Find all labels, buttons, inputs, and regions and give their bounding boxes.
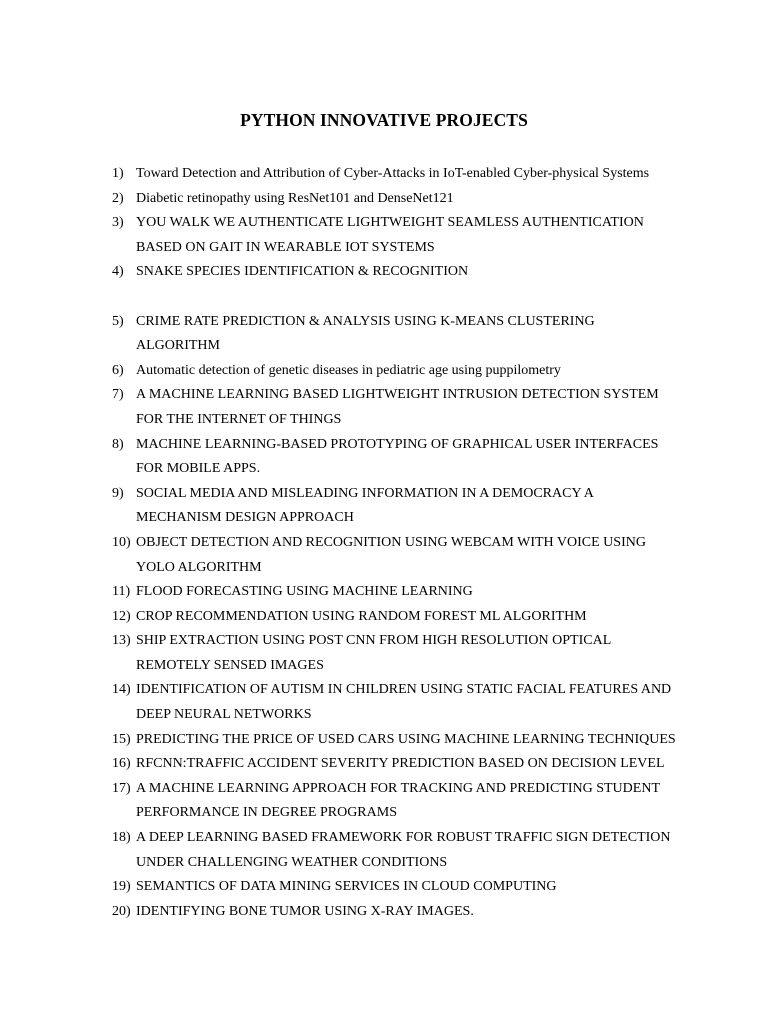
item-number: 20) <box>112 903 131 919</box>
item-text: SEMANTICS OF DATA MINING SERVICES IN CLOUD COMPUTING <box>136 879 557 895</box>
list-item <box>112 162 712 187</box>
list-item <box>112 482 712 531</box>
list-item <box>112 211 712 260</box>
list-item <box>112 777 712 826</box>
list-item <box>112 900 712 925</box>
item-text: SOCIAL MEDIA AND MISLEADING INFORMATION IN A DEMOCRACY A MECHANISM DESIGN APPROACH <box>136 485 594 526</box>
item-number: 6) <box>112 362 124 378</box>
item-text: RFCNN:TRAFFIC ACCIDENT SEVERITY PREDICTION BASED ON DECISION LEVEL <box>136 756 665 772</box>
list-item <box>112 187 712 212</box>
item-number: 8) <box>112 436 124 452</box>
item-number: 9) <box>112 485 124 501</box>
item-text: MACHINE LEARNING-BASED PROTOTYPING OF GRAPHICAL USER INTERFACES FOR MOBILE APPS. <box>136 436 659 477</box>
project-list <box>112 162 712 924</box>
item-text: YOU WALK WE AUTHENTICATE LIGHTWEIGHT SEAMLESS AUTHENTICATION BASED ON GAIT IN WEARABLE IOT SYSTEMS <box>136 215 644 255</box>
list-item <box>112 629 712 678</box>
item-number: 11) <box>112 584 131 600</box>
item-number: 10) <box>112 534 131 550</box>
list-item <box>112 728 712 753</box>
item-number: 12) <box>112 608 131 624</box>
item-text: CRIME RATE PREDICTION & ANALYSIS USING K-MEANS CLUSTERING ALGORITHM <box>136 313 595 354</box>
item-number: 16) <box>112 756 131 772</box>
item-text: A MACHINE LEARNING APPROACH FOR TRACKING AND PREDICTING STUDENT PERFORMANCE IN DEGREE PROGRAMS <box>136 780 660 821</box>
list-item <box>112 580 712 605</box>
item-number: 7) <box>112 387 124 403</box>
item-text: SHIP EXTRACTION USING POST CNN FROM HIGH RESOLUTION OPTICAL REMOTELY SENSED IMAGES <box>136 633 612 673</box>
item-text: Toward Detection and Attribution of Cyber-Attacks in IoT-enabled Cyber-physical Systems <box>136 166 650 181</box>
item-text: A MACHINE LEARNING BASED LIGHTWEIGHT INTRUSION DETECTION SYSTEM FOR THE INTERNET OF THINGS <box>136 387 659 427</box>
item-text: SNAKE SPECIES IDENTIFICATION & RECOGNITION <box>136 264 469 280</box>
item-number: 13) <box>112 633 131 649</box>
item-number: 17) <box>112 780 131 796</box>
item-number: 5) <box>112 313 124 329</box>
item-number: 19) <box>112 879 131 895</box>
item-number: 14) <box>112 682 131 698</box>
item-number: 1) <box>112 166 124 181</box>
list-item <box>112 826 712 875</box>
item-text: CROP RECOMMENDATION USING RANDOM FOREST ML ALGORITHM <box>136 608 587 624</box>
item-text: IDENTIFICATION OF AUTISM IN CHILDREN USING STATIC FACIAL FEATURES AND DEEP NEURAL NETWORKS <box>136 682 672 723</box>
item-text: FLOOD FORECASTING USING MACHINE LEARNING <box>136 584 473 600</box>
list-item <box>112 310 712 359</box>
item-text: IDENTIFYING BONE TUMOR USING X-RAY IMAGES. <box>136 903 474 919</box>
list-item <box>112 433 712 482</box>
item-text: Diabetic retinopathy using ResNet101 and DenseNet121 <box>136 190 454 206</box>
item-number: 3) <box>112 215 124 231</box>
item-text: A DEEP LEARNING BASED FRAMEWORK FOR ROBUST TRAFFIC SIGN DETECTION UNDER CHALLENGING WEATHER CONDITIONS <box>136 830 671 870</box>
list-item <box>112 605 712 630</box>
list-item <box>112 359 712 384</box>
list-item <box>112 875 712 900</box>
item-number: 15) <box>112 731 131 747</box>
list-item <box>112 678 712 727</box>
list-item <box>112 383 712 432</box>
list-item <box>112 531 712 580</box>
item-number: 4) <box>112 264 124 280</box>
item-text: Automatic detection of genetic diseases in pediatric age using puppilometry <box>136 362 561 378</box>
list-item <box>112 260 712 285</box>
item-number: 2) <box>112 190 124 206</box>
page-title: PYTHON INNOVATIVE PROJECTS <box>240 110 528 130</box>
blank-line <box>112 285 712 310</box>
item-text: PREDICTING THE PRICE OF USED CARS USING MACHINE LEARNING TECHNIQUES <box>136 731 676 747</box>
item-number: 18) <box>112 830 131 846</box>
list-item <box>112 752 712 777</box>
item-text: OBJECT DETECTION AND RECOGNITION USING WEBCAM WITH VOICE USING YOLO ALGORITHM <box>136 534 646 575</box>
